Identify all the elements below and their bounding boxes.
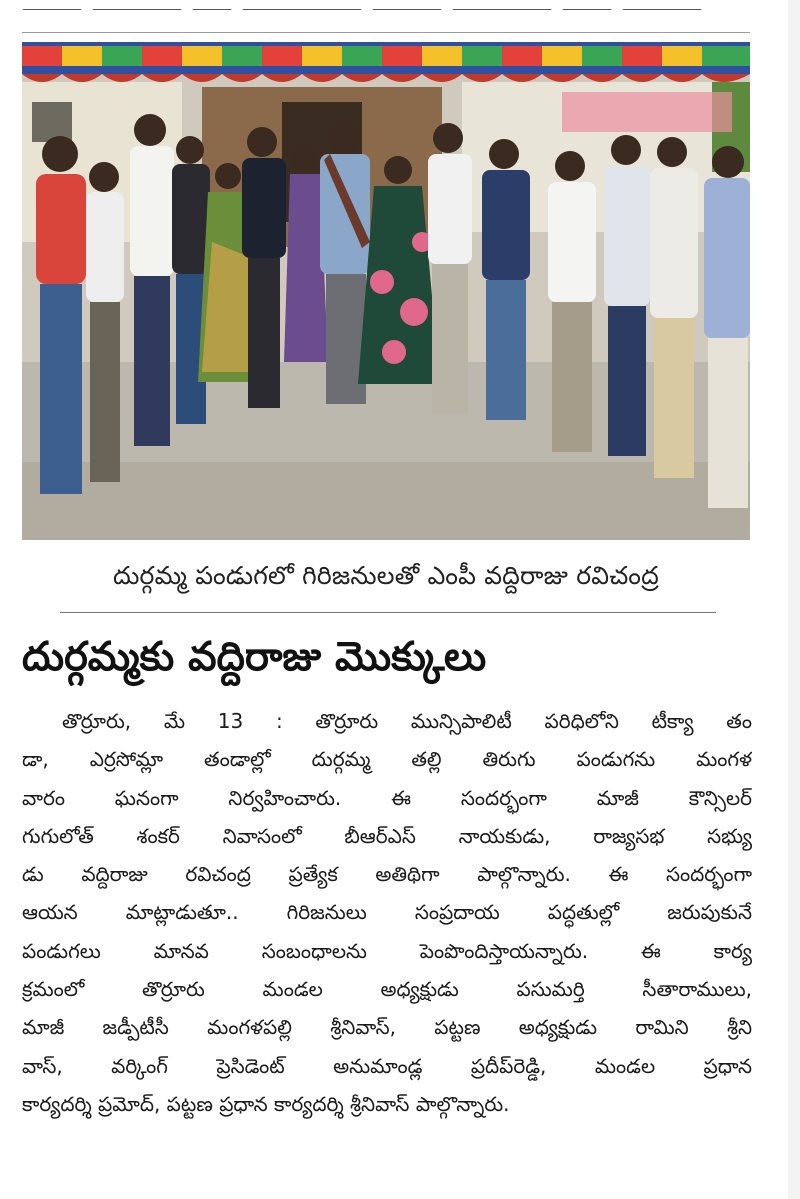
article-line: తొర్రూరు, మే 13 : తొర్రూరు మున్సిపాలిటీ పరిధిలోని టీక్యా తం [62,709,752,733]
previous-article-strip [22,0,750,10]
article-line: గుగులోత్ శంకర్ నివాసంలో బీఆర్ఎస్ నాయకుడు, రాజ్యసభ సభ్యు [22,823,752,848]
caption-divider [60,612,716,613]
article-line: వారం ఘనంగా నిర్వహించారు. ఈ సందర్భంగా మాజీ కౌన్సిలర్ [22,785,752,810]
article-headline: దుర్గమ్మకు వద్దిరాజు మొక్కులు [22,634,487,680]
article-line: కార్యదర్శి ప్రమోద్, పట్టణ ప్రధాన కార్యదర్శి శ్రీనివాస్ పాల్గొన్నారు. [22,1091,510,1116]
page-edge [788,0,800,1199]
article-line: వాస్, వర్కింగ్ ప్రెసిడెంట్ అనుమాండ్ల ప్రదీప్‌రెడ్డి, మండల ప్రధాన [22,1053,752,1078]
news-photo [22,42,750,540]
article-body [22,702,752,1123]
top-divider [22,32,750,33]
article-line: పండుగలు మానవ సంబంధాలను పెంపొందిస్తాయన్నారు. ఈ కార్య [22,938,752,963]
article-line: డు వద్దిరాజు రవిచంద్ర ప్రత్యేక అతిథిగా పాల్గొన్నారు. ఈ సందర్భంగా [22,862,752,887]
photo-caption: దుర్గమ్మ పండుగలో గిరిజనులతో ఎంపీ వద్దిరాజు రవిచంద్ర [113,561,659,590]
group-photo-icon [22,42,750,540]
article-line: డా, ఎర్రసోమ్లా తండాల్లో దుర్గమ్మ తల్లి తిరుగు పండుగను మంగళ [22,747,752,772]
article-line: మాజీ జడ్పీటీసీ మంగళపల్లి శ్రీనివాస్, పట్టణ అధ్యక్షుడు రామిని శ్రీని [22,1015,752,1040]
article-line: ఆయన మాట్లాడుతూ.. గిరిజనులు సంప్రదాయ పద్ధతుల్లో జరుపుకునే [22,900,752,925]
article-line: క్రమంలో తొర్రూరు మండల అధ్యక్షుడు పసుమర్తి సీతారాములు, [22,977,752,1002]
